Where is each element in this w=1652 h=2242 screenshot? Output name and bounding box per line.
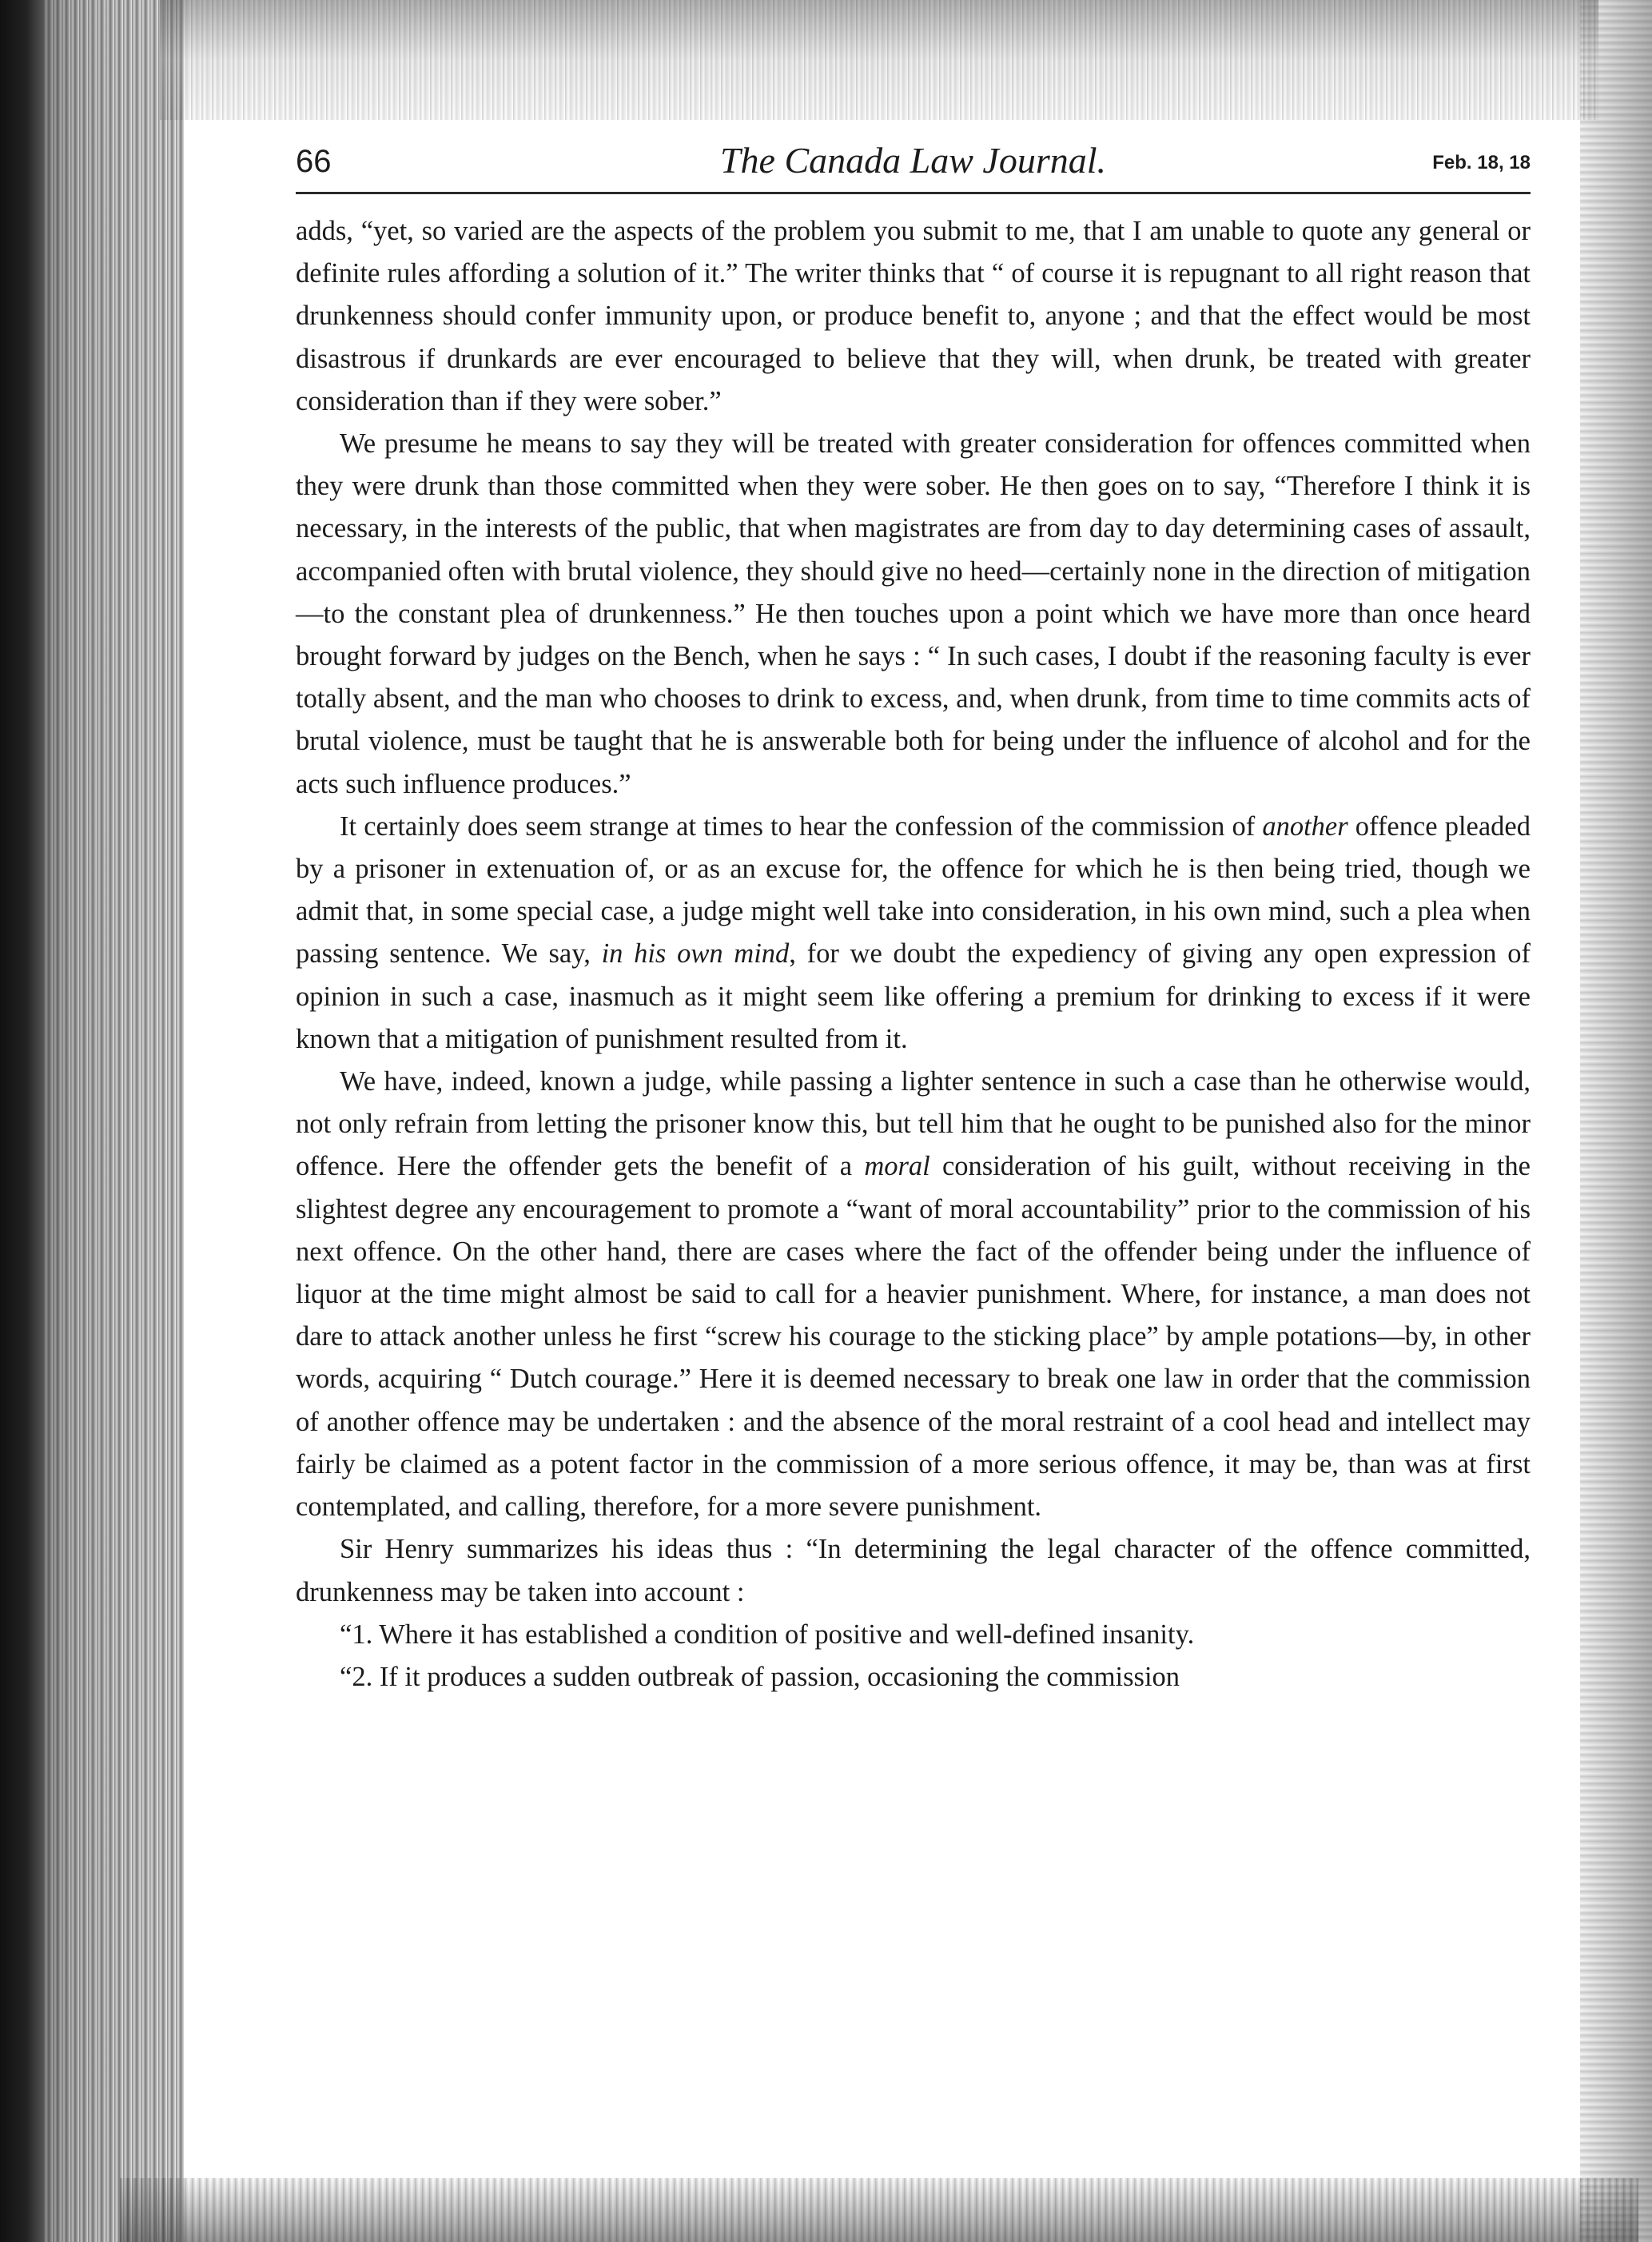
paragraph: It certainly does seem strange at times to hear the confession of the commission of another offence pleaded by a prisoner in extenuation of, or as an excuse for, the offence for which he is then being tried, though we admit that, in some special case, a judge might well take into consideration, in his own mind, such a plea when passing sentence. We say, in his own mind, for we doubt the expediency of giving any open expression of opinion in such a case, inasmuch as it might seem like offering a premium for drinking to excess if it were known that a mitigation of punishment resulted from it.: [296, 810, 1531, 1054]
list-item: “1. Where it has established a condition of positive and well-defined insanity.: [340, 1619, 1195, 1650]
article-body: [296, 210, 1531, 1698]
italic-emphasis: moral: [864, 1151, 930, 1182]
paragraph: We presume he means to say they will be treated with greater consideration for offences committed when they were drunk than those committed when they were sober. He then goes on to say, “Therefore I think it is necessary, in the interests of the public, that when magistrates are from day to day determining cases of assault, accompanied often with brutal violence, they should give no heed—certainly none in the direction of mitigation—to the constant plea of drunkenness.” He then touches upon a point which we have more than once heard brought forward by judges on the Bench, when he says : “ In such cases, I doubt if the reasoning faculty is ever totally absent, and the man who chooses to drink to excess, and, when drunk, from time to time commits acts of brutal violence, must be taught that he is answerable both for being under the influence of alcohol and for the acts such influence produces.”: [296, 428, 1531, 799]
scan-shadow-right: [1580, 0, 1652, 2242]
paragraph: adds, “yet, so varied are the aspects of the problem you submit to me, that I am unable to quote any general or definite rules affording a solution of it.” The writer thinks that “ of course it is repugnant to all right reason that drunkenness should confer immunity upon, or produce benefit to, anyone ; and that the effect would be most disastrous if drunkards are ever encouraged to believe that they will, when drunk, be treated with greater consideration than if they were sober.”: [296, 216, 1531, 416]
italic-emphasis: another: [1262, 810, 1348, 842]
issue-date: Feb. 18, 18: [1432, 152, 1531, 173]
journal-page: [296, 128, 1531, 1698]
list-item: “2. If it produces a sudden outbreak of passion, occasioning the commission: [340, 1661, 1180, 1692]
scan-shadow-top: [160, 0, 1598, 120]
journal-title: The Canada Law Journal.: [719, 140, 1107, 181]
italic-emphasis: in his own mind: [601, 938, 790, 970]
scan-shadow-bottom: [120, 2178, 1638, 2242]
running-header: [296, 128, 1531, 194]
scan-binding-edge: [0, 0, 44, 2242]
paragraph: Sir Henry summarizes his ideas thus : “In determining the legal character of the offence committed, drunkenness may be taken into account :: [296, 1534, 1531, 1607]
paragraph: We have, indeed, known a judge, while passing a lighter sentence in such a case than he otherwise would, not only refrain from letting the prisoner know this, but tell him that he ought to be punished also for the minor offence. Here the offender gets the benefit of a moral consideration of his guilt, without receiving in the slightest degree any encouragement to promote a “want of moral accountability” prior to the commission of his next offence. On the other hand, there are cases where the fact of the offender being under the influence of liquor at the time might almost be said to call for a heavier punishment. Where, for instance, a man does not dare to attack another unless he first “screw his courage to the sticking place” by ample potations—by, in other words, acquiring “ Dutch courage.” Here it is deemed necessary to break one law in order that the commission of another offence may be undertaken : and the absence of the moral restraint of a cool head and intellect may fairly be claimed as a potent factor in the commission of a more serious offence, it may be, than was at first contemplated, and calling, therefore, for a more severe punishment.: [296, 1066, 1531, 1523]
page-number: 66: [296, 144, 332, 179]
